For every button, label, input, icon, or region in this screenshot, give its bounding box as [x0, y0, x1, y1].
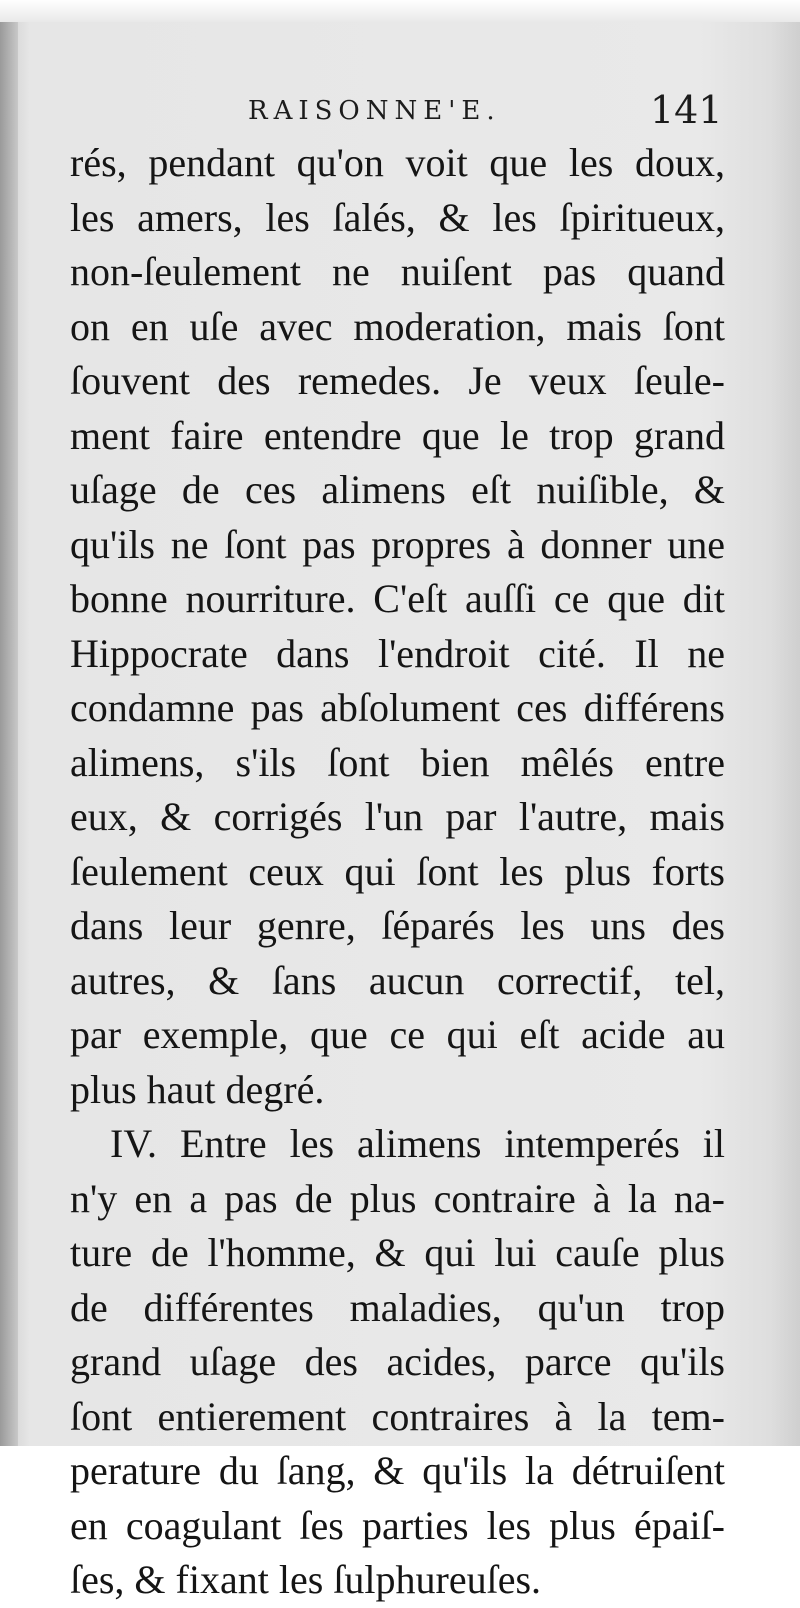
- text-line: eux, & corrigés l'un par l'autre, mais: [70, 794, 725, 839]
- text-line: n'y en a pas de plus contraire à la na-: [70, 1175, 725, 1221]
- paragraph-end-line: plus haut degré.: [70, 1066, 325, 1112]
- text-line: autres, & ſans aucun correctif, tel,: [70, 957, 725, 1003]
- text-line: ſont entierement contraires à la tem-: [70, 1393, 725, 1439]
- paragraph-start-line: IV. Entre les alimens intemperés il: [110, 1121, 725, 1166]
- body-text: [70, 136, 725, 1608]
- text-line: ſouvent des remedes. Je veux ſeule-: [70, 358, 725, 403]
- text-line: non-ſeulement ne nuiſent pas quand: [70, 249, 725, 294]
- text-line: ment faire entendre que le trop grand: [70, 412, 725, 458]
- text-line: condamne pas abſolument ces différens: [70, 685, 725, 730]
- text-line: grand uſage des acides, parce qu'ils: [70, 1339, 725, 1384]
- text-line: ture de l'homme, & qui lui cauſe plus: [70, 1230, 725, 1275]
- text-line: en coagulant ſes parties les plus épaiſ-: [70, 1502, 725, 1548]
- text-line: rés, pendant qu'on voit que les doux,: [70, 140, 725, 185]
- text-line: dans leur genre, ſéparés les uns des: [70, 903, 725, 948]
- text-line: bonne nourriture. C'eſt auſſi ce que dit: [70, 576, 725, 621]
- text-line: Hippocrate dans l'endroit cité. Il ne: [70, 630, 725, 676]
- page-header: [0, 88, 800, 136]
- running-head: RAISONNE'E.: [248, 96, 501, 126]
- page-gutter-shadow: [0, 0, 18, 1446]
- text-line: on en uſe avec moderation, mais ſont: [70, 303, 725, 349]
- text-line: perature du ſang, & qu'ils la détruiſent: [70, 1448, 725, 1493]
- text-line: les amers, les ſalés, & les ſpiritueux,: [70, 194, 725, 240]
- page-number: 141: [650, 88, 723, 132]
- text-line: par exemple, que ce qui eſt acide au: [70, 1012, 725, 1057]
- text-line: alimens, s'ils ſont bien mêlés entre: [70, 739, 725, 785]
- text-line: uſage de ces alimens eſt nuiſible, &: [70, 467, 725, 512]
- text-line: de différentes maladies, qu'un trop: [70, 1284, 725, 1330]
- page-top-edge: [0, 0, 800, 22]
- text-line: qu'ils ne ſont pas propres à donner une: [70, 521, 725, 567]
- paragraph-end-line: ſes, & fixant les ſulphureuſes.: [70, 1557, 542, 1602]
- text-line: ſeulement ceux qui ſont les plus forts: [70, 848, 725, 894]
